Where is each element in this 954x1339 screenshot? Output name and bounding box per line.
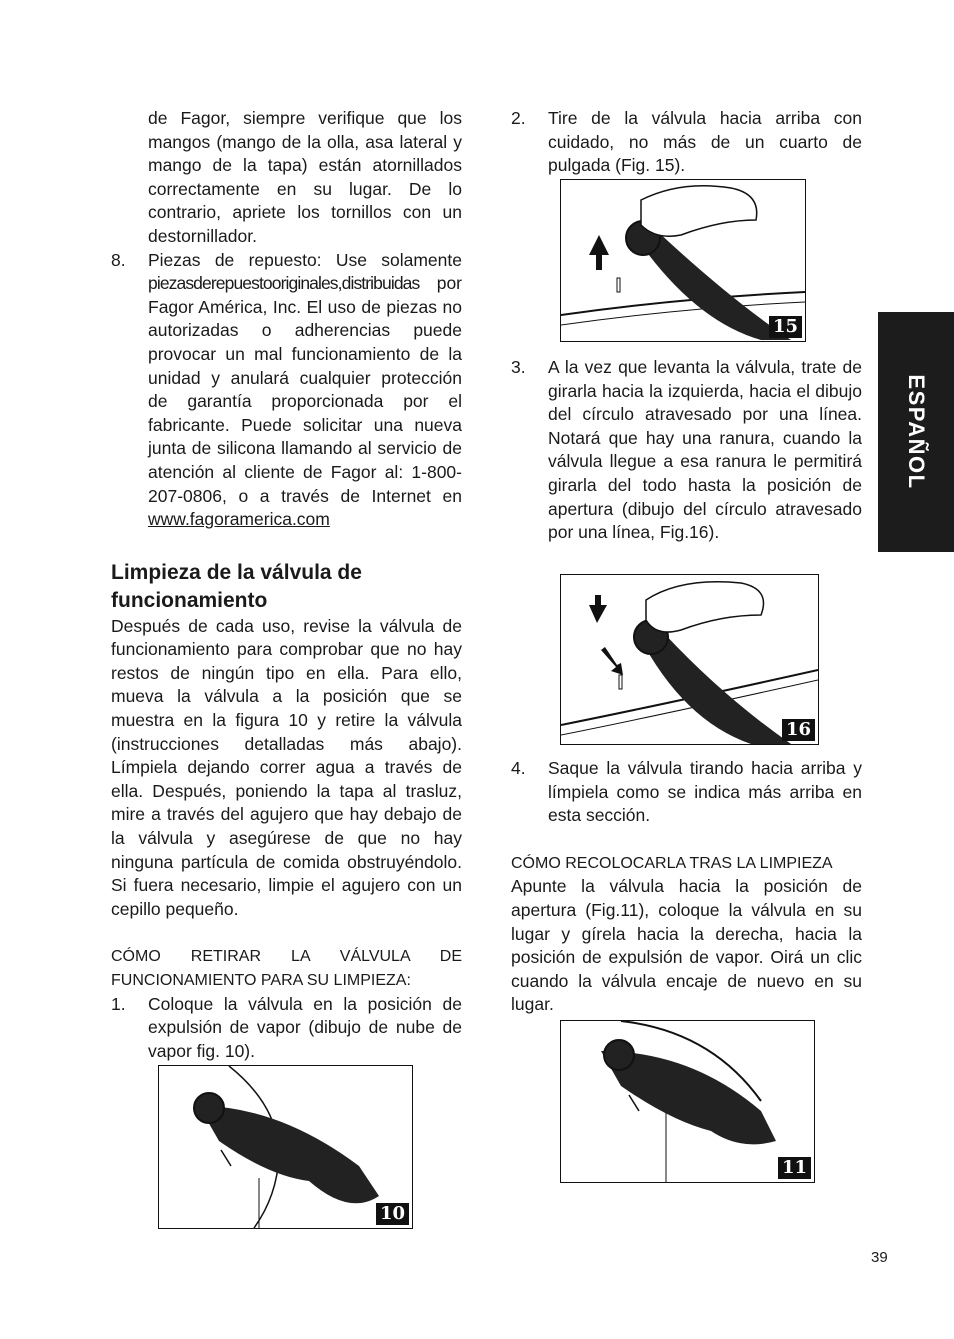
step-3-text: A la vez que levanta la válvula, trate de girarla hacia la izquierda, hacia el dibujo del círculo atravesado por una línea. Notará que hay una ranura, cuando la válvula llegue a esa ranura le permitirá girarla del todo hasta la posición de apertura (dibujo del círculo atravesado por una línea, Fig.16).	[548, 357, 862, 543]
valve-rotate-illustration	[561, 575, 818, 744]
page-number: 39	[871, 1249, 888, 1266]
figure-10	[158, 1065, 413, 1229]
figure-11-number: 11	[778, 1157, 811, 1179]
language-label: ESPAÑOL	[904, 374, 929, 490]
reinstall-body: Apunte la válvula hacia la posición de apertura (Fig.11), coloque la válvula en su lugar y gírela hacia la derecha, hacia la posición de expulsión de vapor. Oirá un clic cuando la válvula encaje de nuevo en su lugar.	[511, 876, 862, 1015]
item-8	[111, 249, 462, 532]
reinstall-subheading: CÓMO RECOLOCARLA TRAS LA LIMPIEZA	[511, 854, 833, 872]
right-column-top	[511, 107, 862, 178]
arrow-diagonal-icon	[601, 647, 623, 675]
right-column-bottom	[511, 757, 862, 1017]
step-1-text: Coloque la válvula en la posición de expulsión de vapor (dibujo de nube de vapor fig. 10).	[148, 993, 462, 1061]
figure-15-number: 15	[769, 316, 802, 338]
fagor-website-link[interactable]: www.fagoramerica.com	[148, 509, 330, 530]
step-1-number: 1.	[111, 993, 126, 1014]
step-1	[111, 993, 462, 1064]
step-3	[511, 356, 862, 545]
language-side-tab	[878, 312, 954, 552]
step-4-number: 4.	[511, 758, 526, 778]
item-8-number: 8.	[111, 249, 126, 270]
item-8-text-c: por Fagor América, Inc. El uso de piezas no autorizadas o adherencias puede provocar un mal funcionamiento de la unidad y anulará cualquier protección de garantía proporcionada por el fabricante. Puede solicitar una nueva junta de silicona llamando al servicio de atención al cliente de Fagor al: 1-800-207-0806, o a través de Internet en	[148, 273, 462, 506]
left-column	[111, 107, 462, 1063]
item-8-title: Piezas de repuesto:	[148, 249, 322, 270]
arrow-down-icon	[589, 595, 607, 623]
step-4-text: Saque la válvula tirando hacia arriba y límpiela como se indica más arriba en esta sección.	[548, 758, 862, 826]
step-2	[511, 107, 862, 178]
item7-continuation: de Fagor, siempre verifique que los mangos (mango de la olla, asa lateral y mango de la tapa) están atornillados correctamente en su lugar. De lo contrario, apriete los tornillos con un destornillador.	[148, 108, 462, 246]
remove-valve-subheading: CÓMO RETIRAR LA VÁLVULA DE FUNCIONAMIENTO PARA SU LIMPIEZA:	[111, 948, 462, 989]
item-8-text-a: Use solamente	[321, 249, 462, 270]
figure-10-number: 10	[376, 1203, 409, 1225]
step-2-number: 2.	[511, 108, 526, 128]
step-4	[511, 757, 862, 828]
step-2-text: Tire de la válvula hacia arriba con cuidado, no más de un cuarto de pulgada (Fig. 15).	[548, 108, 862, 176]
figure-16	[560, 574, 819, 745]
arrow-up-icon	[589, 235, 609, 270]
section-body: Después de cada uso, revise la válvula de funcionamiento para comprobar que no hay restos de ningún tipo en ella. Para ello, mueva la válvula a la posición que se muestra en la figura 10 y retire la válvula (instrucciones detalladas más abajo). Límpiela dejando correr agua a través de ella. Después, poniendo la tapa al trasluz, mire a través del agujero que hay debajo de la válvula y asegúrese de que no hay ninguna partícula de comida obstruyéndolo. Si fuera necesario, limpie el agujero con un cepillo pequeño.	[111, 615, 462, 919]
figure-16-number: 16	[782, 719, 815, 741]
right-column-step3	[511, 356, 862, 545]
section-heading: Limpieza de la válvula de funcionamiento	[111, 560, 362, 612]
item-8-text-b: piezasderepuestooriginales,distribuidas	[148, 273, 420, 294]
valve-open-position-illustration	[561, 1021, 814, 1182]
figure-15	[560, 179, 806, 342]
valve-steam-position-illustration	[159, 1066, 412, 1228]
figure-11	[560, 1020, 815, 1183]
step-3-number: 3.	[511, 357, 526, 377]
